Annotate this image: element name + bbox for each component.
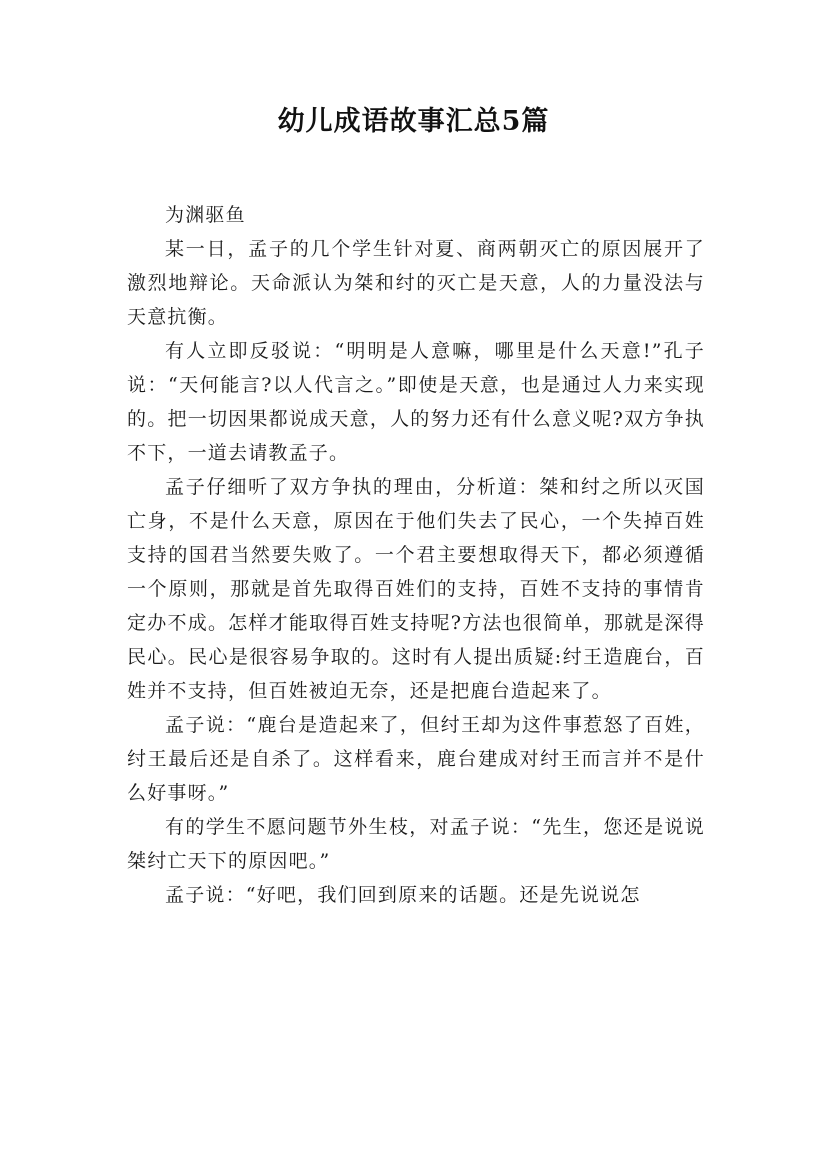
paragraph: 某一日，孟子的几个学生针对夏、商两朝灭亡的原因展开了激烈地辩论。天命派认为桀和纣的灭亡是天意，人的力量没法与天意抗衡。 [127, 238, 705, 328]
section-heading: 为渊驱鱼 [165, 204, 246, 226]
paragraph: 有人立即反驳说：“明明是人意嘛，哪里是什么天意!”孔子说：“天何能言?以人代言之。”即使是天意，也是通过人力来实现的。把一切因果都说成天意，人的努力还有什么意义呢?双方争执不下，一道去请教孟子。 [127, 340, 705, 464]
paragraph: 孟子说：“好吧，我们回到原来的话题。还是先说说怎 [165, 884, 641, 906]
paragraph: 孟子仔细听了双方争执的理由，分析道：桀和纣之所以灭国亡身，不是什么天意，原因在于他们失去了民心，一个失掉百姓支持的国君当然要失败了。一个君主要想取得天下，都必须遵循一个原则，那就是首先取得百姓们的支持，百姓不支持的事情肯定办不成。怎样才能取得百姓支持呢?方法也很简单，那就是深得民心。民心是很容易争取的。这时有人提出质疑:纣王造鹿台，百姓并不支持，但百姓被迫无奈，还是把鹿台造起来了。 [127, 476, 705, 702]
document-title: 幼儿成语故事汇总5篇 [277, 106, 550, 137]
paragraph: 孟子说：“鹿台是造起来了，但纣王却为这件事惹怒了百姓，纣王最后还是自杀了。这样看来，鹿台建成对纣王而言并不是什么好事呀。” [127, 714, 705, 804]
paragraph: 有的学生不愿问题节外生枝，对孟子说：“先生，您还是说说桀纣亡天下的原因吧。” [127, 816, 705, 872]
document-body [127, 198, 705, 912]
